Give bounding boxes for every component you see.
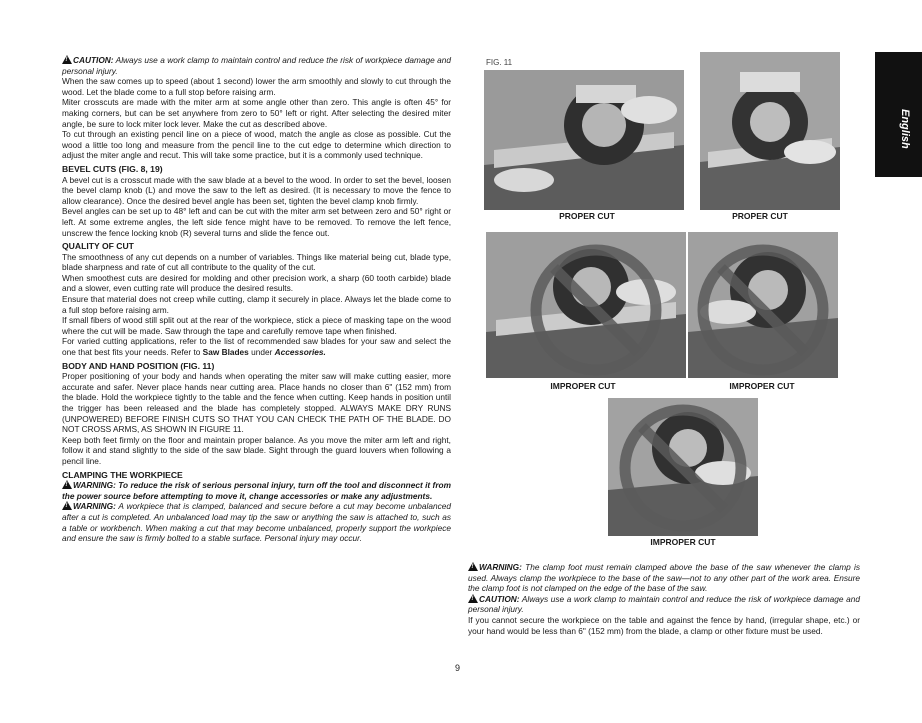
saw-illustration bbox=[608, 398, 758, 536]
page-number: 9 bbox=[455, 663, 461, 673]
paragraph: A bevel cut is a crosscut made with the saw blade at a bevel to the wood. In order to set the bevel, loosen the bevel clamp knob (L) and move the saw to the left as desired. (It is necessary to move the fence to allow clearance). Once the desired bevel angle has been set, tighten the bevel clamp knob firmly. bbox=[62, 174, 451, 206]
paragraph: Miter crosscuts are made with the miter arm at some angle other than zero. This angle is often 45° for making corners, but can be set anywhere from zero to 50° left or right. After selecting the desired miter angle, be sure to lock miter lock lever. Make the cut as described above. bbox=[62, 97, 451, 129]
language-tab-label: English bbox=[899, 108, 911, 149]
warning-paragraph bbox=[62, 480, 451, 501]
caution-text: Always use a work clamp to maintain control and reduce the risk of workpiece damage and personal injury. bbox=[62, 55, 451, 76]
paragraph: If you cannot secure the workpiece on the table and against the fence by hand, (irregular shape, etc.) or your hand would be less than 6" (152 mm) from the blade, a clamp or other fixture must be used. bbox=[468, 614, 860, 636]
right-column-text bbox=[468, 562, 860, 636]
warning-triangle-icon bbox=[62, 480, 72, 489]
improper-cut-photo-2 bbox=[688, 232, 838, 378]
improper-cut-photo-3 bbox=[608, 398, 758, 536]
saw-illustration bbox=[700, 52, 840, 210]
paragraph: Ensure that material does not creep while cutting, clamp it securely in place. Always let the blade come to a full stop before raising arm. bbox=[62, 294, 451, 315]
figure-label: FIG. 11 bbox=[486, 58, 513, 67]
caution-label: CAUTION: bbox=[73, 55, 114, 65]
paragraph: When smoothest cuts are desired for molding and other precision work, a sharp (60 tooth carbide) blade and a slower, even cutting rate will produce the desired results. bbox=[62, 272, 451, 294]
paragraph: If small fibers of wood still split out at the rear of the workpiece, stick a piece of masking tape on the wood where the cut will be made. Saw through the tape and carefully remove tape when finished. bbox=[62, 315, 451, 336]
warning-triangle-icon bbox=[468, 562, 478, 571]
section-heading: CLAMPING THE WORKPIECE bbox=[62, 469, 183, 480]
caution-paragraph bbox=[468, 594, 860, 615]
paragraph: Proper positioning of your body and hands when operating the miter saw will make cutting easier, more accurate and safer. Never place hands near cutting area. Place hands no closer than 6" (152 mm) from the blade. Hold the workpiece tightly to the table and the fence when cutting. Keep hands in position until the trigger has been released and the blade has completely stopped. ALWAYS MAKE DRY RUNS (UNPOWERED) BEFORE FINISH CUTS SO THAT YOU CAN CHECK THE PATH OF THE BLADE. DO NOT CROSS ARMS, AS SHOWN IN FIGURE 11. bbox=[62, 371, 451, 435]
saw-illustration bbox=[486, 232, 686, 378]
caption-improper-cut: IMPROPER CUT bbox=[729, 381, 795, 391]
proper-cut-photo-1 bbox=[484, 70, 684, 210]
section-heading: BODY AND HAND POSITION (FIG. 11) bbox=[62, 360, 215, 371]
left-column bbox=[62, 55, 451, 544]
caution-paragraph bbox=[62, 55, 451, 76]
proper-cut-photo-2 bbox=[700, 52, 840, 210]
section-heading: QUALITY OF CUT bbox=[62, 241, 134, 252]
saw-blades-ref: Saw Blades bbox=[202, 347, 249, 358]
caution-text: Always use a work clamp to maintain control and reduce the risk of workpiece damage and personal injury. bbox=[468, 593, 860, 615]
improper-cut-photo-1 bbox=[486, 232, 686, 378]
accessories-ref: Accessories. bbox=[274, 347, 326, 358]
warning-label: WARNING: bbox=[479, 562, 522, 572]
warning-text: The clamp foot must remain clamped above the base of the saw whenever the clamp is used. Always clamp the workpiece to the base of the saw—not to any other part of the work area. Ensure the clamp foot is not clamped on the edge of the base of the saw. bbox=[468, 562, 860, 594]
warning-paragraph bbox=[62, 501, 451, 543]
warning-triangle-icon bbox=[62, 501, 72, 510]
saw-illustration bbox=[484, 70, 684, 210]
section-heading: BEVEL CUTS (FIG. 8, 19) bbox=[62, 163, 163, 174]
warning-text: A workpiece that is clamped, balanced and secure before a cut may become unbalanced after a cut is completed. An unbalanced load may tip the saw or anything the saw is attached to, such as a table or workbench. When making a cut that may become unbalanced, properly support the workpiece and ensure the saw is firmly bolted to a stable surface. Personal injury may occur. bbox=[62, 501, 451, 544]
warning-paragraph bbox=[468, 562, 860, 594]
warning-triangle-icon bbox=[62, 55, 72, 64]
paragraph: Keep both feet firmly on the floor and maintain proper balance. As you move the miter arm left and right, follow it and stand slightly to the side of the saw blade. Sight through the guard louvers when following a pencil line. bbox=[62, 434, 451, 466]
warning-triangle-icon bbox=[468, 594, 478, 603]
warning-text: WARNING: To reduce the risk of serious personal injury, turn off the tool and disconnect it from the power source before attempting to move it, change accessories or make any adjustments. bbox=[62, 480, 451, 501]
paragraph: Bevel angles can be set up to 48° left and can be cut with the miter arm set between zero and 50° right or left. At some extreme angles, the left side fence might have to be removed. To remove the left fence, unscrew the fence locking knob (R) several turns and slide the fence out. bbox=[62, 206, 451, 238]
caption-improper-cut: IMPROPER CUT bbox=[550, 381, 616, 391]
paragraph bbox=[62, 336, 451, 357]
caution-label: CAUTION: bbox=[479, 593, 520, 604]
text-run: For varied cutting applications, refer to the list of recommended saw blades for your saw and select the one that best fits your needs. Refer to bbox=[62, 336, 451, 358]
warning-label: WARNING: bbox=[73, 501, 116, 512]
caption-proper-cut: PROPER CUT bbox=[732, 211, 788, 221]
saw-illustration bbox=[688, 232, 838, 378]
caption-proper-cut: PROPER CUT bbox=[559, 211, 615, 221]
paragraph: When the saw comes up to speed (about 1 second) lower the arm smoothly and slowly to cut through the wood. Let the blade come to a full stop before raising arm. bbox=[62, 76, 451, 97]
text-run: under bbox=[248, 347, 275, 358]
paragraph: To cut through an existing pencil line on a piece of wood, match the angle as close as possible. Cut the wood a little too long and measure from the pencil line to the cut edge to determine which direction to adjust the miter angle and recut. This will take some practice, but it is a commonly used technique. bbox=[62, 129, 451, 161]
paragraph: The smoothness of any cut depends on a number of variables. Things like material being cut, blade type, blade sharpness and rate of cut all contribute to the quality of the cut. bbox=[62, 251, 451, 273]
caption-improper-cut: IMPROPER CUT bbox=[650, 537, 716, 547]
